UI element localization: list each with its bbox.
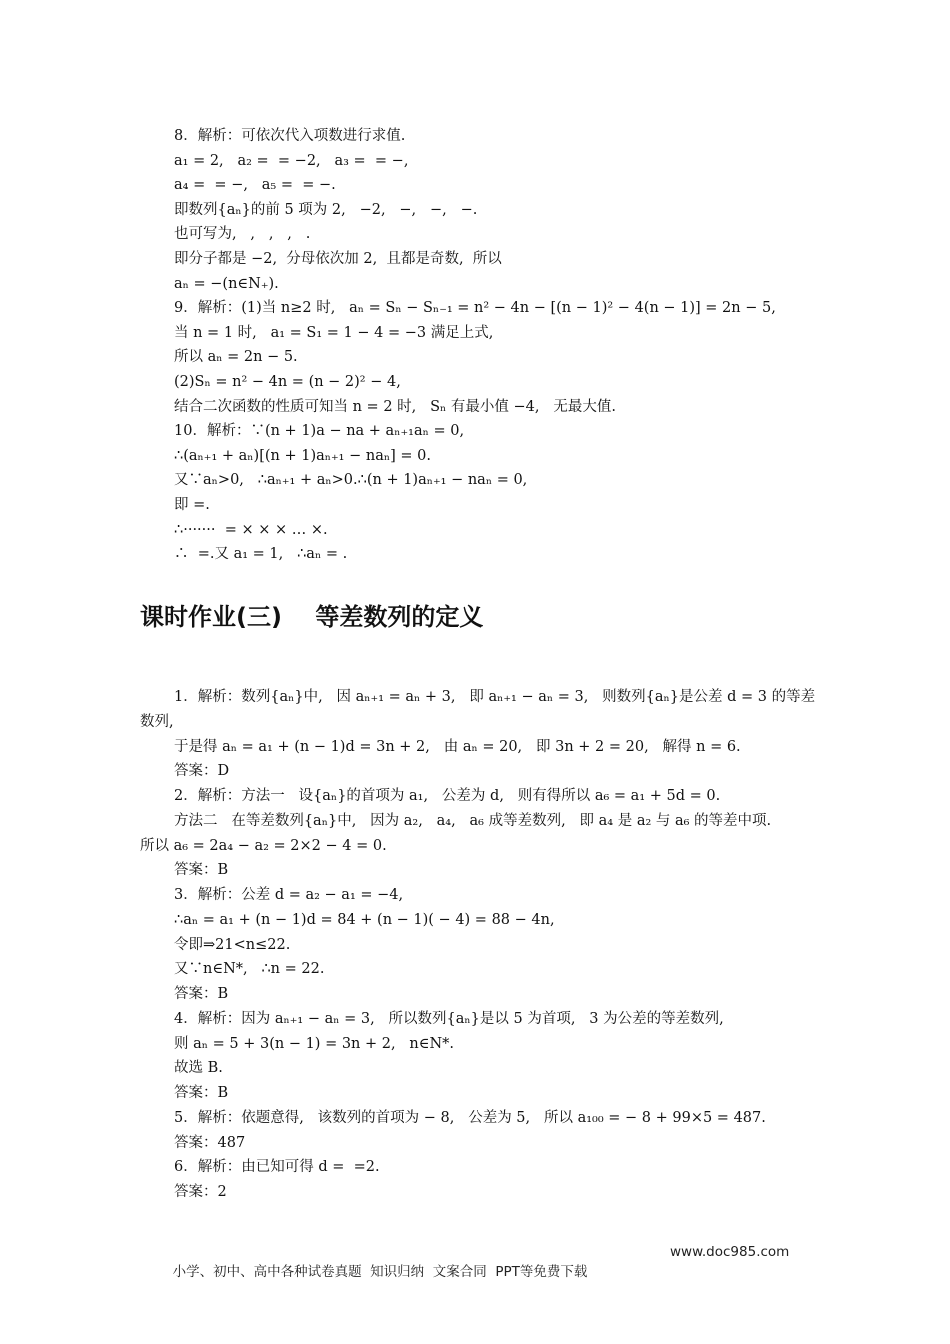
- solution-line: (2)Sₙ = n² − 4n = (n − 2)² − 4,: [174, 374, 401, 390]
- solution-line: 当 n = 1 时, a₁ = S₁ = 1 − 4 = −3 满足上式,: [174, 324, 494, 341]
- solution-line: a₁ = 2, a₂ = = −2, a₃ = = −,: [174, 152, 409, 169]
- footer-url: www.doc985.com: [670, 1244, 790, 1260]
- solution-line: 即分子都是 −2, 分母依次加 2, 且都是奇数, 所以: [174, 251, 502, 267]
- solution-line: 则 aₙ = 5 + 3(n − 1) = 3n + 2, n∈N*.: [174, 1035, 455, 1052]
- solution-line: ∴ =.又 a₁ = 1, ∴aₙ = .: [174, 546, 348, 563]
- solution-line: ∴······· = × × × … ×.: [174, 521, 328, 538]
- solution-line: 故选 B.: [174, 1060, 223, 1077]
- solution-line: ∴(aₙ₊₁ + aₙ)[(n + 1)aₙ₊₁ − naₙ] = 0.: [174, 447, 431, 464]
- page-footer: [164, 1244, 804, 1296]
- solution-line: 所以 aₙ = 2n − 5.: [174, 349, 298, 366]
- solution-line: 即数列{aₙ}的前 5 项为 2, −2, −, −, −.: [174, 201, 478, 218]
- solution-line: 1．解析：数列{aₙ}中, 因 aₙ₊₁ = aₙ + 3, 即 aₙ₊₁ − aₙ = 3, 则数列{aₙ}是公差 d = 3 的等差: [174, 689, 816, 705]
- solution-line: 8．解析：可依次代入项数进行求值.: [174, 128, 406, 144]
- solution-line: 答案：B: [174, 862, 229, 879]
- solution-line: 结合二次函数的性质可知当 n = 2 时, Sₙ 有最小值 −4, 无最大值.: [174, 398, 616, 415]
- solution-line: 答案：B: [174, 1085, 229, 1101]
- solution-line: 也可写为, , , , .: [174, 226, 311, 243]
- solution-line: 3．解析：公差 d = a₂ − a₁ = −4,: [174, 887, 404, 903]
- solution-line: 2．解析：方法一 设{aₙ}的首项为 a₁, 公差为 d, 则有得所以 a₆ = a₁ + 5d = 0.: [174, 788, 721, 804]
- solution-line: 6．解析：由已知可得 d = =2.: [174, 1159, 380, 1176]
- solution-line: 方法二 在等差数列{aₙ}中, 因为 a₂, a₄, a₆ 成等差数列, 即 a₄ 是 a₂ 与 a₆ 的等差中项.: [174, 812, 772, 829]
- solution-line: 4．解析：因为 aₙ₊₁ − aₙ = 3, 所以数列{aₙ}是以 5 为首项, 3 为公差的等差数列,: [174, 1010, 724, 1027]
- solution-line: aₙ = −(n∈N₊).: [174, 275, 279, 292]
- solution-line: ∴aₙ = a₁ + (n − 1)d = 84 + (n − 1)( − 4) = 88 − 4n,: [174, 911, 555, 928]
- solution-line: 5．解析：依题意得, 该数列的首项为 − 8, 公差为 5, 所以 a₁₀₀ = − 8 + 99×5 = 487.: [174, 1109, 766, 1126]
- solution-line: 答案：2: [174, 1184, 227, 1200]
- solution-line: 所以 a₆ = 2a₄ − a₂ = 2×2 − 4 = 0.: [140, 837, 387, 854]
- solution-line: 又∵n∈N*, ∴n = 22.: [174, 961, 325, 978]
- solution-line: 答案：B: [174, 986, 229, 1002]
- solution-line: a₄ = = −, a₅ = = −.: [174, 177, 336, 194]
- solution-line: 即 =.: [174, 497, 210, 513]
- solution-line: 答案：487: [174, 1134, 246, 1151]
- solution-line: 数列,: [140, 713, 174, 730]
- solution-line: 答案：D: [174, 763, 230, 780]
- solution-line: 9．解析：(1)当 n≥2 时, aₙ = Sₙ − Sₙ₋₁ = n² − 4n − [(n − 1)² − 4(n − 1)] = 2n − 5,: [174, 300, 776, 317]
- solution-line: 令即⇒21<n≤22.: [174, 936, 291, 953]
- section-heading: 课时作业(三) 等差数列的定义: [140, 603, 484, 631]
- solution-line: 于是得 aₙ = a₁ + (n − 1)d = 3n + 2, 由 aₙ = 20, 即 3n + 2 = 20, 解得 n = 6.: [174, 738, 741, 755]
- solution-line: 又∵aₙ>0, ∴aₙ₊₁ + aₙ>0.∴(n + 1)aₙ₊₁ − naₙ = 0,: [174, 472, 528, 489]
- solution-line: 10．解析：∵(n + 1)a − na + aₙ₊₁aₙ = 0,: [174, 423, 465, 440]
- footer-text: 小学、初中、高中各种试卷真题 知识归纳 文案合同 PPT等免费下载: [172, 1264, 588, 1280]
